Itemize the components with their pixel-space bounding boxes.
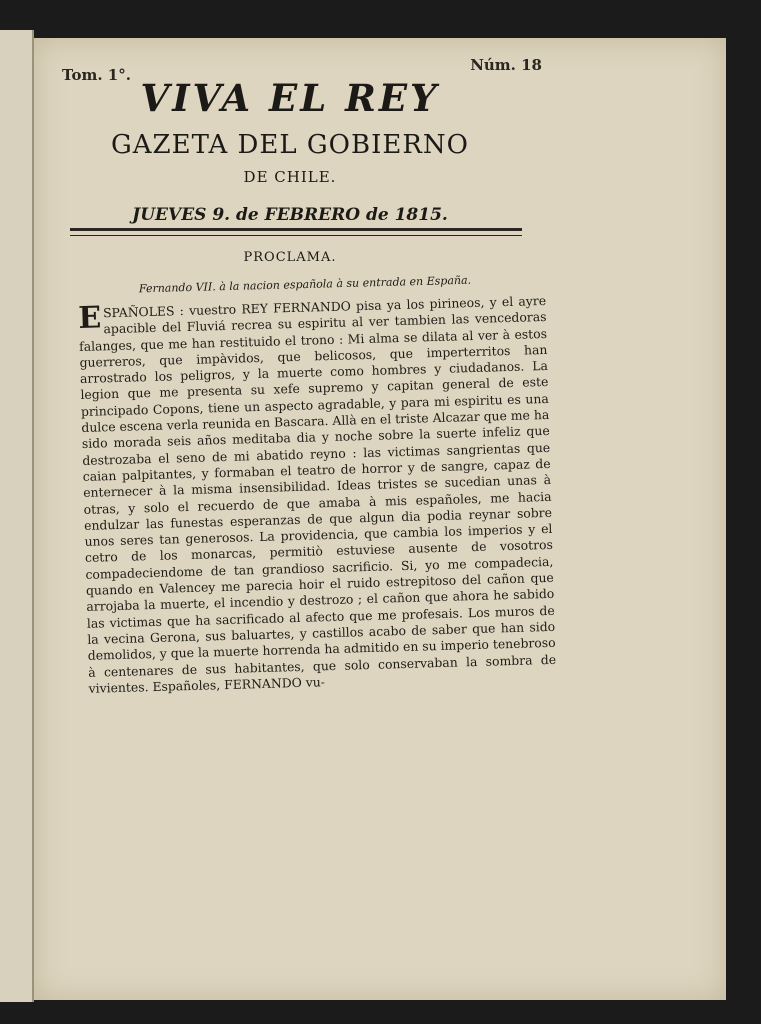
article-body [78, 293, 557, 697]
header-rule-thick [70, 228, 522, 231]
header-rule-thin [70, 235, 522, 236]
newspaper-subtitle: DE CHILE. [243, 168, 337, 186]
volume-label: Tom. 1°. [62, 66, 131, 84]
article-subheading: Fernando VII. à la nacion española à su entrada en España. [138, 273, 472, 296]
article-heading: PROCLAMA. [243, 250, 337, 265]
drop-cap: E [77, 300, 102, 336]
article-body-text: SPAÑOLES : vuestro REY FERNANDO pisa ya los pirineos, y el ayre apacible del Fluviá recrea su espiritu al ver tambien las vencedoras falanges, que me han restituido el trono : Mi alma se dilata al ver à estos guerreros, que impàvidos, que belicosos, que imperterritos han arrostrado los peligros, y la muerte como hombres y ciudadanos. La legion que me presenta su xefe supremo y capitan general de este principado Copons, tiene un aspecto agradable, y para mi espiritu es una dulce escena verla reunida en Bascara. Allà en el triste Alcazar que me ha sido morada seis años meditaba dia y noche sobre la suerte infeliz que destrozaba el seno de mi abatido reyno : las victimas sangrientas que caian palpitantes, y formaban el teatro de horror y de sangre, capaz de enternecer à la misma insensibilidad. Ideas tristes se sucedian unas à otras, y solo el recuerdo de que amaba à mis españoles, me hacia endulzar las funestas esperanzas de que algun dia podia reynar sobre unos seres tan generosos. La providencia, que cambia los imperios y el cetro de los monarcas, permitiò estuviese ausente de vosotros compadeciendome de tan grandioso sacrificio. Si, yo me compadecia, quando en Valencey me parecia hoir el ruido estrepitoso del cañon que arrojaba la muerte, el incendio y destrozo ; el cañon que ahora he sabido las victimas que ha sacrificado al afecto que me profesais. Los muros de la vecina Gerona, sus baluartes, y castillos acabo de saber que han sido demolidos, y que la muerte horrenda ha admitido en su imperio tenebroso à centenares de sus habitantes, que solo conservaban la sombra de vivientes. Españoles, FERNANDO vu- [78, 292, 557, 696]
issue-number: Núm. 18 [470, 56, 542, 74]
adjacent-page-edge [0, 30, 34, 1002]
newspaper-title: GAZETA DEL GOBIERNO [111, 130, 469, 160]
masthead: VIVA EL REY [140, 76, 440, 120]
dateline: JUEVES 9. de FEBRERO de 1815. [132, 205, 448, 225]
